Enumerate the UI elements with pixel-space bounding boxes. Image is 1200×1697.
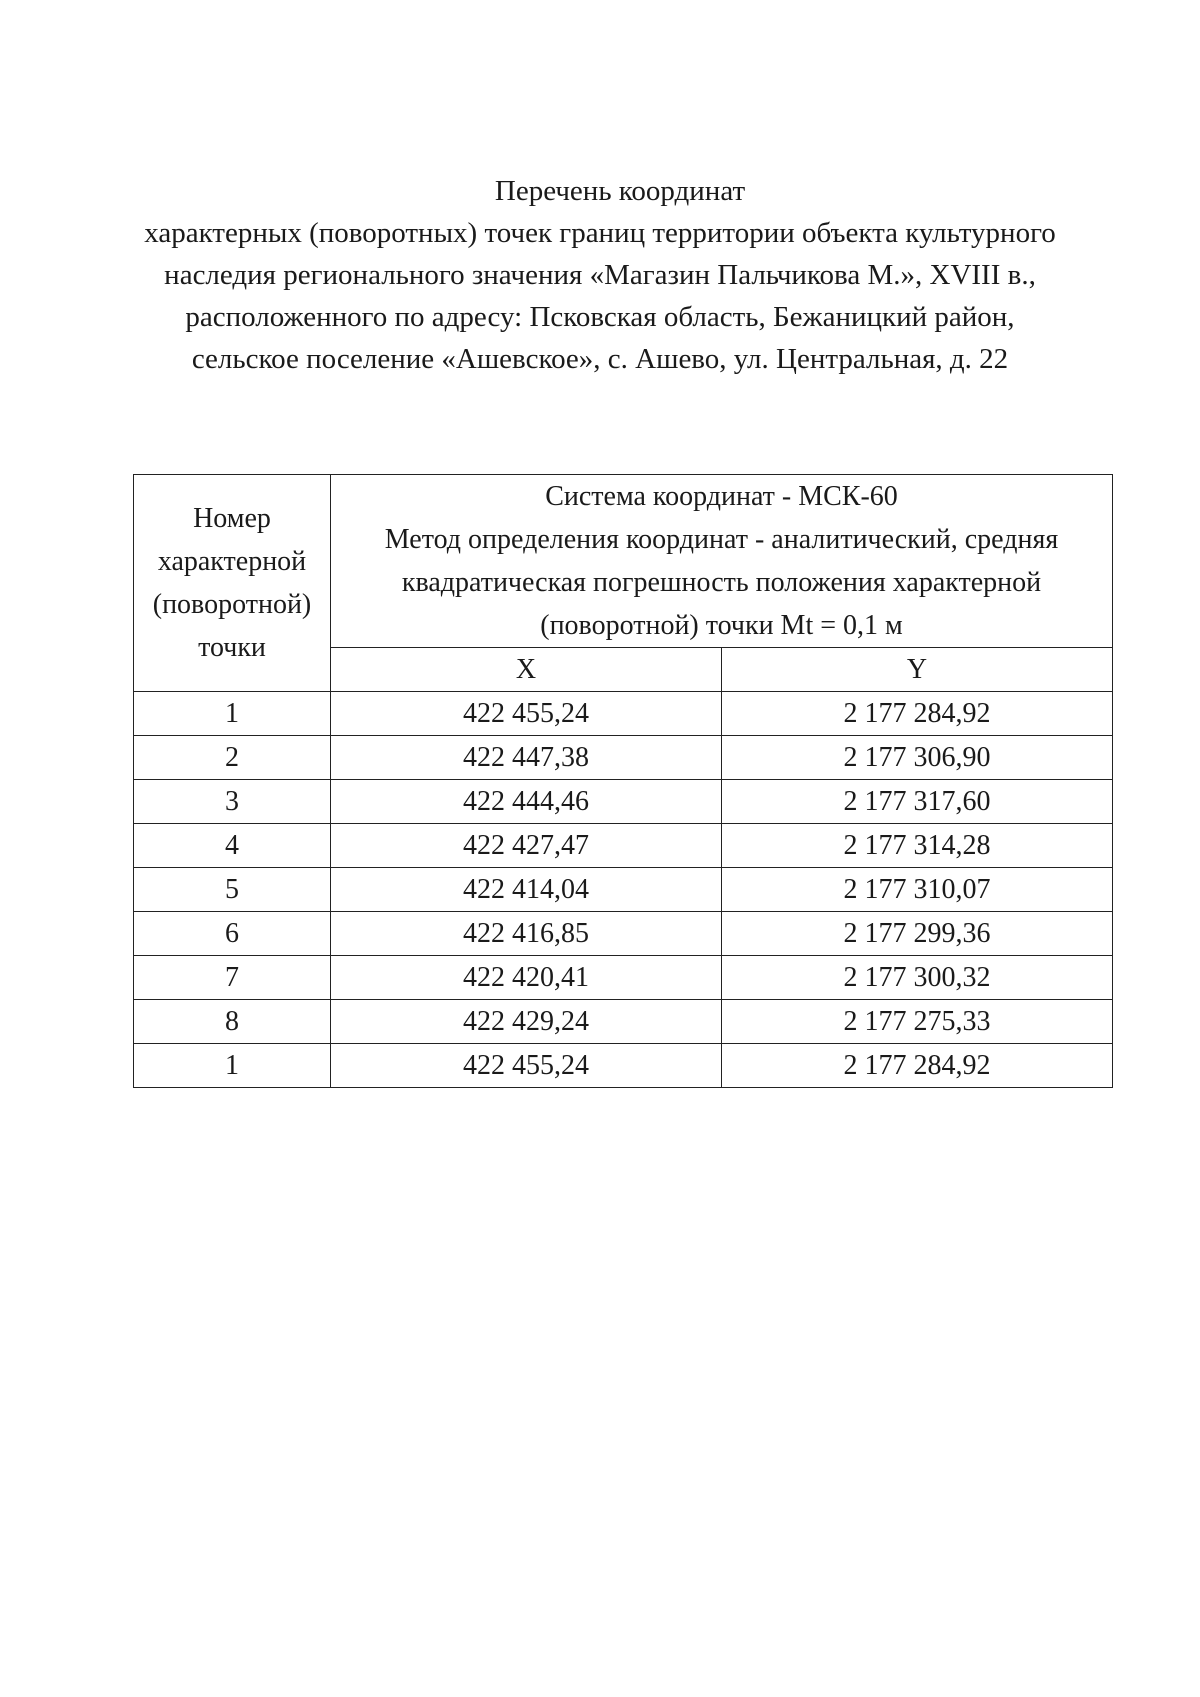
y-coordinate-cell: 2 177 300,32 — [722, 956, 1113, 1000]
heading-line-5: сельское поселение «Ашевское», с. Ашево, ул. Центральная, д. 22 — [191, 343, 1009, 375]
y-coordinate-cell: 2 177 306,90 — [722, 736, 1113, 780]
document-heading — [0, 170, 1200, 380]
point-number-header-line-3: (поворотной) — [152, 589, 312, 620]
table-row — [134, 692, 1113, 736]
y-coordinate-cell: 2 177 314,28 — [722, 824, 1113, 868]
x-coordinate-cell: 422 427,47 — [331, 824, 722, 868]
point-number-cell: 1 — [134, 692, 331, 736]
point-number-cell: 1 — [134, 1044, 331, 1088]
point-number-header-line-2: характерной — [157, 546, 307, 577]
x-coordinate-cell: 422 416,85 — [331, 912, 722, 956]
heading-line-4: расположенного по адресу: Псковская область, Бежаницкий район, — [185, 301, 1015, 333]
table-row — [134, 868, 1113, 912]
coordinate-system-line-2: Метод определения координат - аналитический, средняя — [384, 524, 1059, 555]
point-number-cell: 2 — [134, 736, 331, 780]
y-coordinate-cell: 2 177 284,92 — [722, 1044, 1113, 1088]
x-coordinate-cell: 422 429,24 — [331, 1000, 722, 1044]
y-column-header: Y — [722, 648, 1113, 692]
table-row — [134, 780, 1113, 824]
point-number-cell: 6 — [134, 912, 331, 956]
x-coordinate-cell: 422 455,24 — [331, 1044, 722, 1088]
point-number-cell: 5 — [134, 868, 331, 912]
table-row — [134, 824, 1113, 868]
heading-title: Перечень координат — [494, 175, 746, 207]
point-number-cell: 8 — [134, 1000, 331, 1044]
x-coordinate-cell: 422 455,24 — [331, 692, 722, 736]
heading-line-2: характерных (поворотных) точек границ территории объекта культурного — [144, 217, 1056, 249]
point-number-header — [134, 475, 331, 692]
point-number-cell: 3 — [134, 780, 331, 824]
table-row — [134, 912, 1113, 956]
coordinates-table — [133, 474, 1113, 1088]
x-coordinate-cell: 422 444,46 — [331, 780, 722, 824]
y-coordinate-cell: 2 177 275,33 — [722, 1000, 1113, 1044]
x-coordinate-cell: 422 447,38 — [331, 736, 722, 780]
x-coordinate-cell: 422 414,04 — [331, 868, 722, 912]
y-coordinate-cell: 2 177 299,36 — [722, 912, 1113, 956]
table-row — [134, 736, 1113, 780]
table-row — [134, 956, 1113, 1000]
coordinate-system-line-1: Система координат - МСК-60 — [545, 481, 898, 512]
heading-line-3: наследия регионального значения «Магазин Пальчикова М.», XVIII в., — [164, 259, 1036, 291]
coordinate-system-line-3: квадратическая погрешность положения характерной — [401, 567, 1042, 598]
table-header-row — [134, 475, 1113, 648]
point-number-cell: 7 — [134, 956, 331, 1000]
y-coordinate-cell: 2 177 310,07 — [722, 868, 1113, 912]
table-row — [134, 1000, 1113, 1044]
point-number-header-line-4: точки — [198, 632, 266, 663]
coordinate-system-header — [331, 475, 1113, 648]
x-column-header: X — [331, 648, 722, 692]
point-number-header-line-1: Номер — [193, 503, 271, 534]
y-coordinate-cell: 2 177 284,92 — [722, 692, 1113, 736]
x-coordinate-cell: 422 420,41 — [331, 956, 722, 1000]
y-coordinate-cell: 2 177 317,60 — [722, 780, 1113, 824]
point-number-cell: 4 — [134, 824, 331, 868]
table-row — [134, 1044, 1113, 1088]
coordinate-system-line-4: (поворотной) точки Mt = 0,1 м — [540, 610, 903, 641]
